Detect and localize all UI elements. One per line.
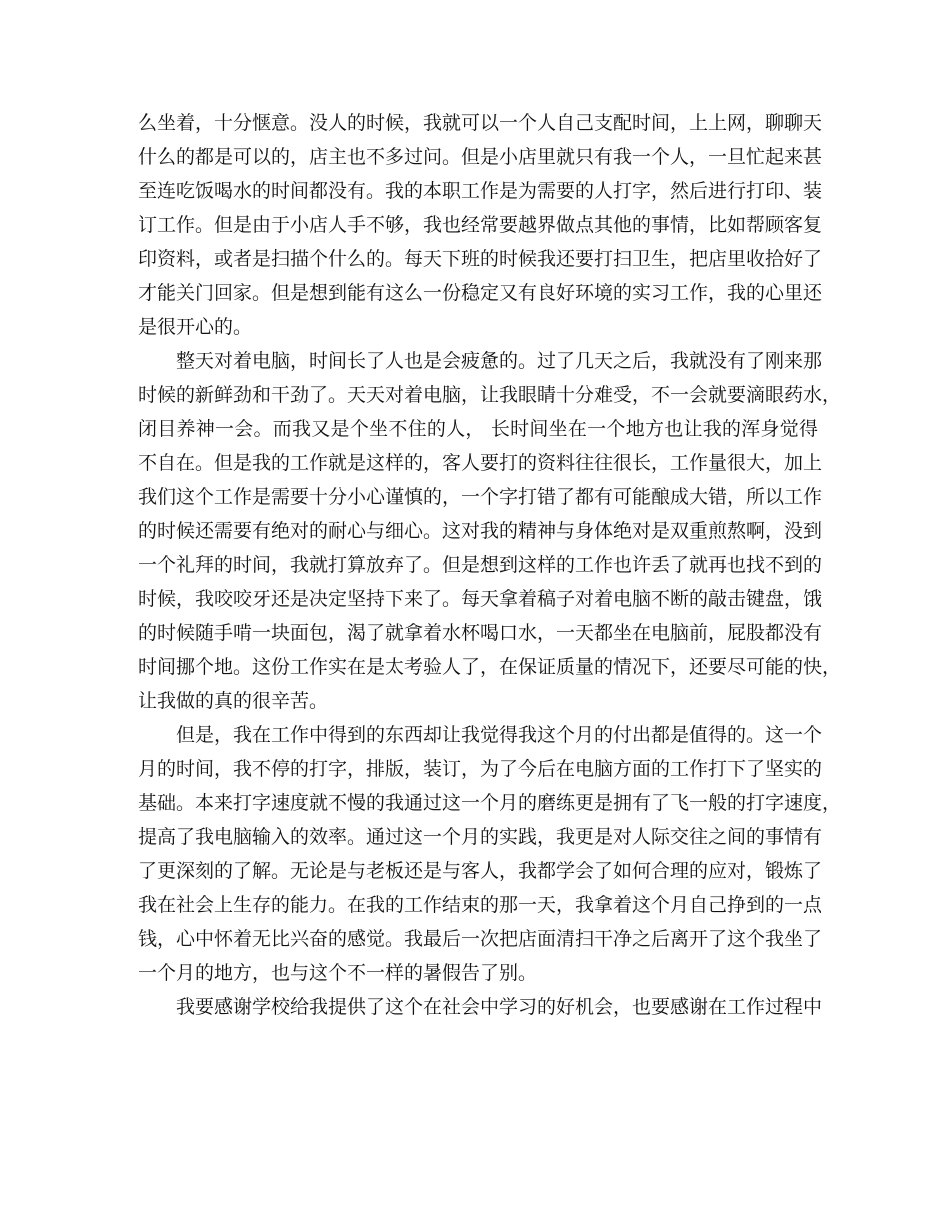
text-line: 一个月的地方，也与这个不一样的暑假告了别。 [138, 962, 538, 984]
text-line: 至连吃饭喝水的时间都没有。我的本职工作是为需要的人打字，然后进行打印、装 [138, 180, 823, 202]
text-line: 时候的新鲜劲和干劲了。天天对着电脑，让我眼睛十分难受，不一会就要滴眼药水， [138, 384, 842, 406]
text-line: 基础。本来打字速度就不慢的我通过这一个月的磨练更是拥有了飞一般的打字速度， [138, 792, 842, 814]
text-line: 整天对着电脑，时间长了人也是会疲惫的。过了几天之后，我就没有了刚来那 [176, 350, 823, 372]
text-line: 什么的都是可以的，店主也不多过问。但是小店里就只有我一个人，一旦忙起来甚 [138, 146, 823, 168]
text-line: 的时候随手啃一块面包，渴了就拿着水杯喝口水，一天都坐在电脑前，屁股都没有 [138, 622, 823, 644]
text-line: 月的时间，我不停的打字，排版，装订，为了今后在电脑方面的工作打下了坚实的 [138, 758, 823, 780]
text-line: 我要感谢学校给我提供了这个在社会中学习的好机会，也要感谢在工作过程中 [176, 996, 823, 1018]
text-line: 钱，心中怀着无比兴奋的感觉。我最后一次把店面清扫干净之后离开了这个我坐了 [138, 928, 823, 950]
text-line: 时候，我咬咬牙还是决定坚持下来了。每天拿着稿子对着电脑不断的敲击键盘，饿 [138, 588, 823, 610]
paragraph-4 [138, 990, 823, 1024]
text-line: 的时候还需要有绝对的耐心与细心。这对我的精神与身体绝对是双重煎熬啊，没到 [138, 520, 823, 542]
text-line: 闭目养神一会。而我又是个坐不住的人， 长时间坐在一个地方也让我的浑身觉得 [138, 418, 818, 440]
text-line: 时间挪个地。这份工作实在是太考验人了，在保证质量的情况下，还要尽可能的快， [138, 656, 842, 678]
text-line: 一个礼拜的时间，我就打算放弃了。但是想到这样的工作也许丢了就再也找不到的 [138, 554, 823, 576]
paragraph-1 [138, 106, 823, 344]
text-line: 我在社会上生存的能力。在我的工作结束的那一天，我拿着这个月自己挣到的一点 [138, 894, 823, 916]
text-line: 提高了我电脑输入的效率。通过这一个月的实践，我更是对人际交往之间的事情有 [138, 826, 823, 848]
text-line: 么坐着，十分惬意。没人的时候，我就可以一个人自己支配时间，上上网，聊聊天 [138, 112, 823, 134]
text-line: 不自在。但是我的工作就是这样的，客人要打的资料往往很长，工作量很大，加上 [138, 452, 823, 474]
text-line: 订工作。但是由于小店人手不够，我也经常要越界做点其他的事情，比如帮顾客复 [138, 214, 823, 236]
text-line: 但是，我在工作中得到的东西却让我觉得我这个月的付出都是值得的。这一个 [176, 724, 823, 746]
text-line: 印资料，或者是扫描个什么的。每天下班的时候我还要打扫卫生，把店里收拾好了 [138, 248, 823, 270]
text-line: 是很开心的。 [138, 316, 253, 338]
text-line: 我们这个工作是需要十分小心谨慎的，一个字打错了都有可能酿成大错，所以工作 [138, 486, 823, 508]
text-line: 才能关门回家。但是想到能有这么一份稳定又有良好环境的实习工作，我的心里还 [138, 282, 823, 304]
text-line: 了更深刻的了解。无论是与老板还是与客人，我都学会了如何合理的应对，锻炼了 [138, 860, 823, 882]
text-line: 让我做的真的很辛苦。 [138, 690, 329, 712]
paragraph-2 [138, 344, 842, 718]
paragraph-3 [138, 718, 842, 990]
document-body [138, 106, 842, 1024]
